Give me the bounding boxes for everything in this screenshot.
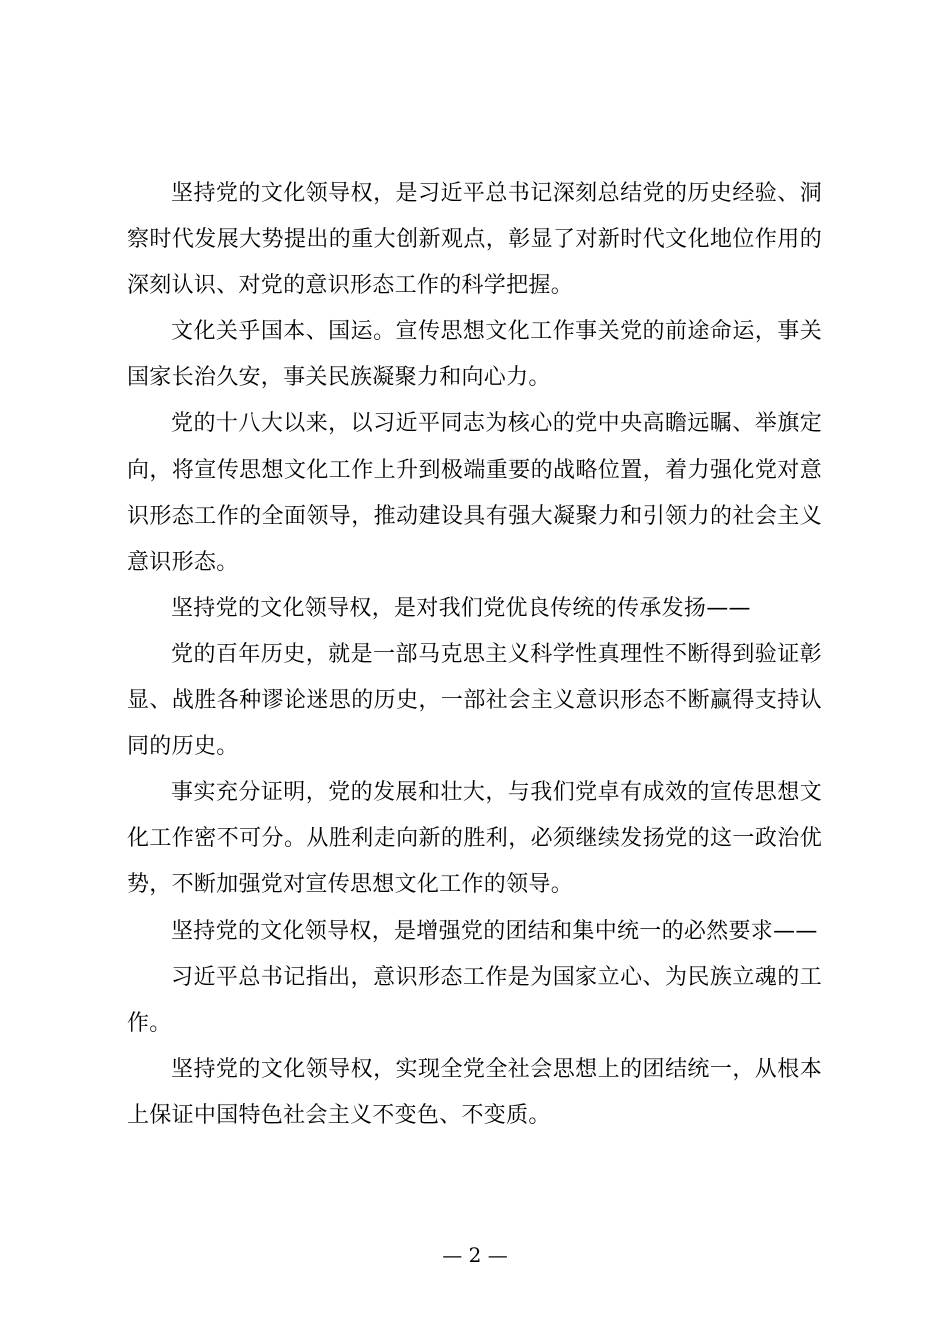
page-number: — 2 —	[442, 1243, 508, 1267]
paragraph-9: 坚持党的文化领导权，实现全党全社会思想上的团结统一，从根本上保证中国特色社会主义不变色、不变质。	[127, 1056, 822, 1128]
paragraph-5: 党的百年历史，就是一部马克思主义科学性真理性不断得到验证彰显、战胜各种谬论迷思的历史，一部社会主义意识形态不断赢得支持认同的历史。	[127, 641, 822, 760]
paragraph-4: 坚持党的文化领导权，是对我们党优良传统的传承发扬——	[171, 595, 751, 621]
paragraph-8: 习近平总书记指出，意识形态工作是为国家立心、为民族立魂的工作。	[127, 964, 822, 1036]
paragraph-2: 文化关乎国本、国运。宣传思想文化工作事关党的前途命运，事关国家长治久安，事关民族凝聚力和向心力。	[127, 319, 822, 391]
paragraph-1: 坚持党的文化领导权，是习近平总书记深刻总结党的历史经验、洞察时代发展大势提出的重大创新观点，彰显了对新时代文化地位作用的深刻认识、对党的意识形态工作的科学把握。	[127, 181, 822, 299]
paragraph-3: 党的十八大以来，以习近平同志为核心的党中央高瞻远瞩、举旗定向，将宣传思想文化工作上升到极端重要的战略位置，着力强化党对意识形态工作的全面领导，推动建设具有强大凝聚力和引领力的社会主义意识形态。	[127, 411, 822, 575]
paragraph-7: 坚持党的文化领导权，是增强党的团结和集中统一的必然要求——	[171, 918, 818, 944]
document-body	[127, 171, 822, 1139]
paragraph-6: 事实充分证明，党的发展和壮大，与我们党卓有成效的宣传思想文化工作密不可分。从胜利走向新的胜利，必须继续发扬党的这一政治优势，不断加强党对宣传思想文化工作的领导。	[127, 780, 822, 898]
